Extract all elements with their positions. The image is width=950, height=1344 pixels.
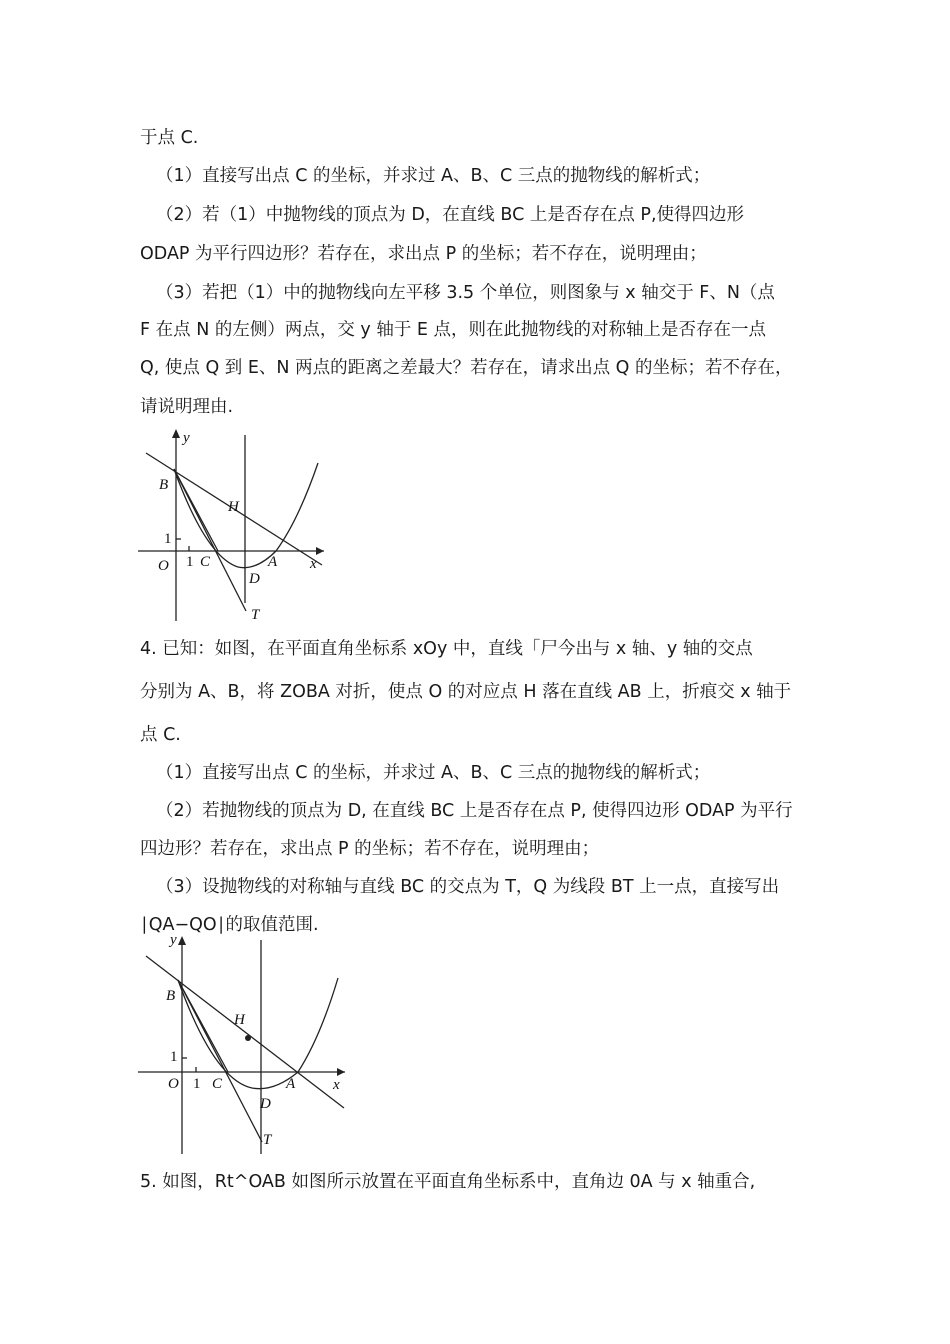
fig1-label-one-y: 1: [164, 531, 172, 547]
fig1-label-x: x: [310, 556, 317, 572]
text-line-1: 于点 C.: [140, 128, 199, 148]
fig1-label-T: T: [251, 607, 260, 623]
x-axis-arrow: [337, 1068, 345, 1076]
text-line-16: ∣QA−QO∣的取值范围.: [140, 915, 319, 935]
fig1-label-H: H: [228, 499, 239, 515]
figure-2-graph: [138, 928, 350, 1160]
x-axis-arrow: [316, 547, 324, 555]
text-line-3: （2）若（1）中抛物线的顶点为 D，在直线 BC 上是否存在点 P,使得四边形: [156, 205, 745, 225]
text-line-13: （2）若抛物线的顶点为 D, 在直线 BC 上是否存在点 P, 使得四边形 ODAP 为平行: [156, 801, 793, 821]
fig2-label-C: C: [212, 1076, 223, 1092]
fig1-label-B: B: [159, 477, 169, 493]
text-line-6: F 在点 N 的左侧）两点，交 y 轴于 E 点，则在此抛物线的对称轴上是否存在一点: [140, 320, 767, 340]
fig2-label-B: B: [166, 988, 176, 1004]
text-line-15: （3）设抛物线的对称轴与直线 BC 的交点为 T，Q 为线段 BT 上一点，直接写出: [156, 877, 780, 897]
text-line-2: （1）直接写出点 C 的坐标，并求过 A、B、C 三点的抛物线的解析式；: [156, 166, 711, 186]
text-line-5: （3）若把（1）中的抛物线向左平移 3.5 个单位，则图象与 x 轴交于 F、N（点: [156, 283, 775, 303]
point-h-dot: [245, 1035, 251, 1041]
text-line-8: 请说明理由.: [140, 397, 234, 417]
fig2-label-T: T: [263, 1132, 272, 1148]
text-line-12: （1）直接写出点 C 的坐标，并求过 A、B、C 三点的抛物线的解析式；: [156, 763, 711, 783]
text-line-4: ODAP 为平行四边形？若存在，求出点 P 的坐标；若不存在，说明理由；: [140, 244, 707, 264]
fig1-label-one-x: 1: [186, 554, 194, 570]
parabola: [174, 463, 318, 568]
y-axis-arrow: [172, 429, 180, 438]
fig2-label-one-x: 1: [193, 1076, 201, 1092]
text-line-7: Q, 使点 Q 到 E、N 两点的距离之差最大？若存在，请求出点 Q 的坐标；若不存在，: [140, 358, 793, 378]
fig1-label-y: y: [183, 430, 190, 446]
fig1-label-O: O: [158, 558, 169, 574]
fig2-label-y: y: [170, 932, 177, 948]
text-line-11: 点 C.: [140, 725, 181, 745]
fig1-label-C: C: [200, 554, 211, 570]
fig2-label-A: A: [286, 1076, 296, 1092]
fig1-label-A: A: [268, 554, 278, 570]
figure-1-graph: [138, 425, 328, 625]
fig2-label-x: x: [333, 1077, 340, 1093]
text-line-14: 四边形？若存在，求出点 P 的坐标；若不存在，说明理由；: [140, 839, 600, 859]
fig2-label-O: O: [168, 1076, 179, 1092]
fig2-label-D: D: [260, 1096, 271, 1112]
text-line-10: 分别为 A、B，将 ZOBA 对折，使点 O 的对应点 H 落在直线 AB 上，折痕交 x 轴于: [140, 682, 792, 702]
y-axis-arrow: [178, 936, 186, 945]
text-line-17: 5. 如图，Rt^OAB 如图所示放置在平面直角坐标系中，直角边 0A 与 x 轴重合,: [140, 1172, 756, 1192]
fig2-label-H: H: [234, 1012, 245, 1028]
text-line-9: 4. 已知：如图，在平面直角坐标系 xOy 中，直线「尸今出与 x 轴、y 轴的交点: [140, 639, 753, 659]
fig1-label-D: D: [249, 571, 260, 587]
fig2-label-one-y: 1: [170, 1049, 178, 1065]
